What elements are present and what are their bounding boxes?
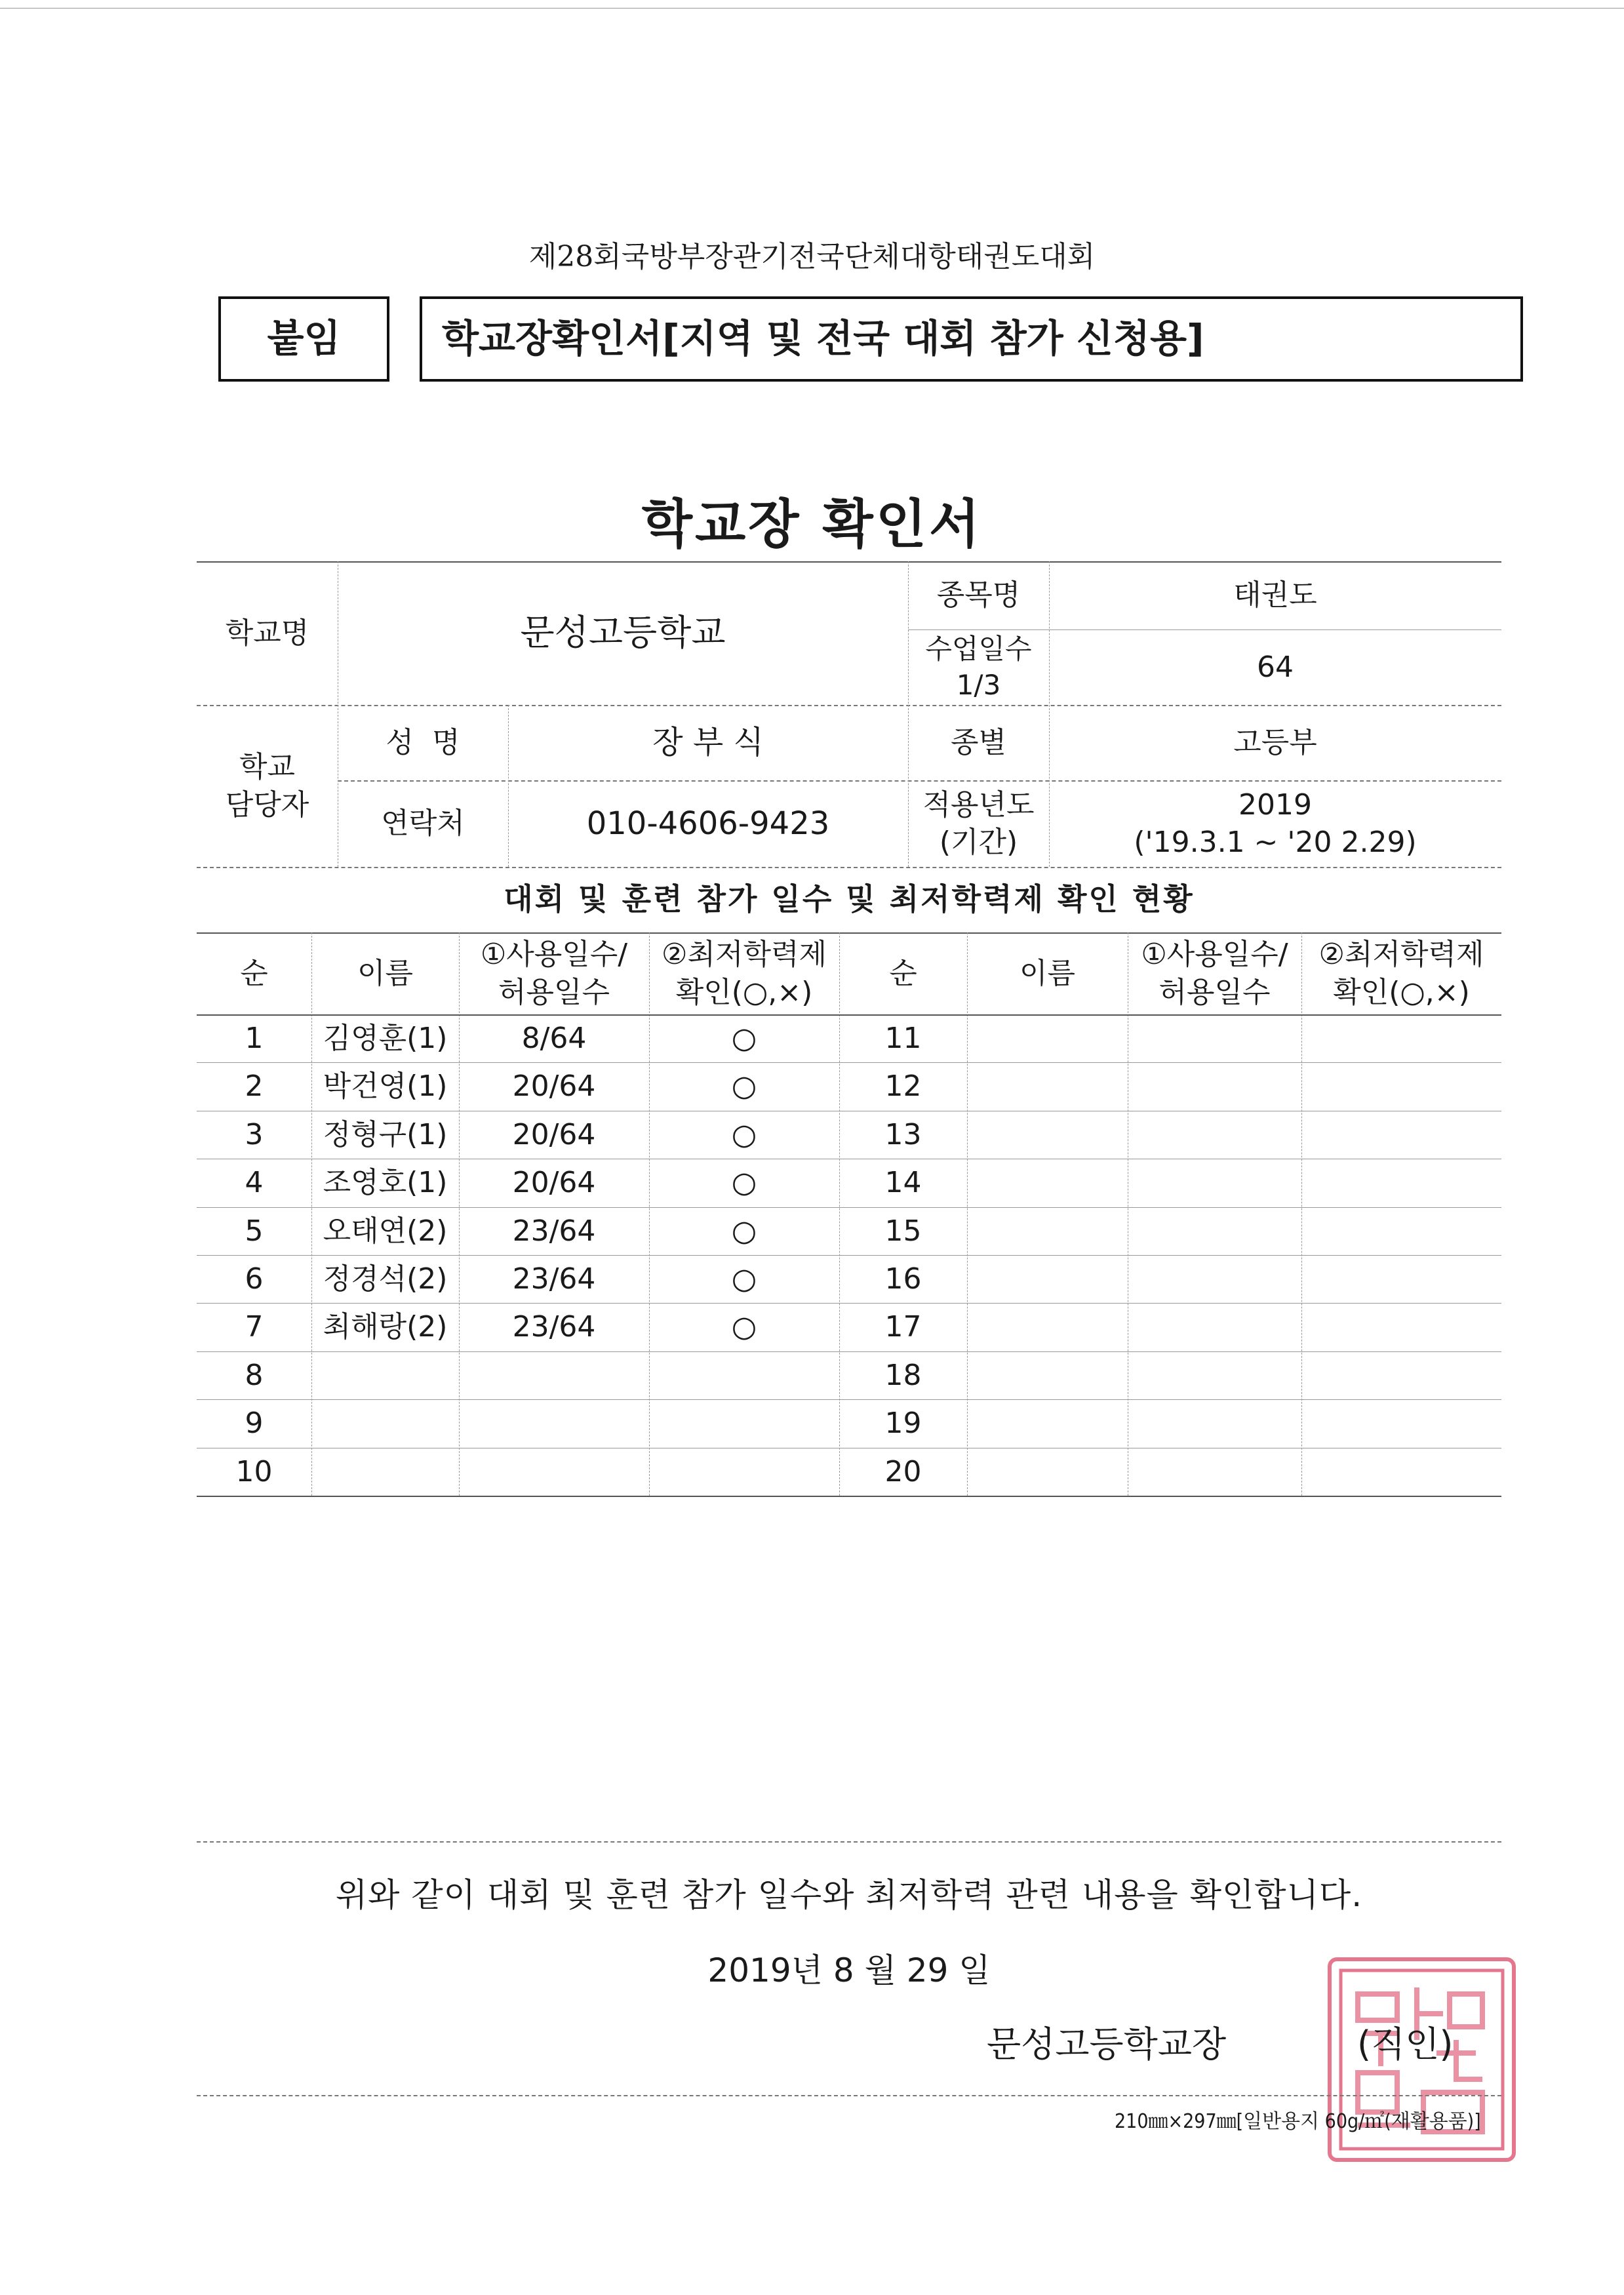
- row-no: 5: [245, 1214, 264, 1248]
- year-value-line2: ('19.3.1 ~ '20 2.29): [1134, 826, 1417, 859]
- seal-label: (직인): [1357, 2024, 1454, 2065]
- row-check: ○: [731, 1166, 757, 1200]
- staff-label-line1: 학교: [239, 750, 295, 784]
- row-name: 정경석(2): [323, 1262, 448, 1296]
- contact-value: 010-4606-9423: [586, 805, 830, 842]
- row-days: 20/64: [512, 1069, 596, 1104]
- row-no: 4: [245, 1166, 264, 1200]
- row-days: 23/64: [512, 1262, 596, 1296]
- row-no: 15: [884, 1214, 922, 1248]
- row-check: ○: [731, 1262, 757, 1296]
- row-no: 17: [884, 1310, 922, 1344]
- row-no: 6: [245, 1262, 264, 1296]
- footer-divider: [197, 2095, 1501, 2096]
- header-no-right: 순: [889, 956, 917, 990]
- header-days-line1: ①사용일수/: [1141, 938, 1288, 972]
- row-check: ○: [731, 1022, 757, 1056]
- row-no: 14: [884, 1166, 922, 1200]
- row-name: 박건영(1): [323, 1069, 448, 1104]
- header-days-line2: 허용일수: [498, 975, 610, 1009]
- row-name: [311, 1448, 459, 1496]
- year-value-line1: 2019: [1238, 788, 1312, 822]
- section-title: 대회 및 훈련 참가 일수 및 최저학력제 확인 현황: [504, 881, 1195, 917]
- table-vline: [967, 932, 968, 1496]
- row-name: [311, 1351, 459, 1399]
- class-days-label-line2: 1/3: [956, 668, 1001, 701]
- year-label-line2: (기간): [939, 826, 1018, 859]
- row-no: 10: [235, 1454, 273, 1488]
- row-no: 11: [884, 1022, 922, 1056]
- row-days: [459, 1399, 649, 1447]
- row-days: [459, 1448, 649, 1496]
- school-label: 학교명: [225, 616, 309, 650]
- row-check: ○: [731, 1310, 757, 1344]
- header-days-line1: ①사용일수/: [480, 938, 628, 972]
- contact-label: 연락처: [381, 807, 465, 841]
- doc-title: 학교장 확인서: [641, 494, 983, 555]
- row-days: [459, 1351, 649, 1399]
- row-no: 18: [884, 1358, 922, 1392]
- row-no: 20: [884, 1454, 922, 1488]
- table-row-line: [197, 1496, 1501, 1497]
- sport-label: 종목명: [936, 578, 1021, 612]
- row-no: 8: [245, 1358, 264, 1392]
- header-check-left: [649, 932, 839, 1014]
- header-no-left: 순: [240, 956, 268, 990]
- row-name: [311, 1399, 459, 1447]
- table-vline: [1301, 932, 1302, 1496]
- row-no: 13: [884, 1117, 922, 1151]
- header-days-line2: 허용일수: [1159, 975, 1271, 1009]
- row-no: 1: [245, 1022, 264, 1056]
- row-no: 9: [245, 1407, 264, 1441]
- row-days: 20/64: [512, 1166, 596, 1200]
- year-label-line1: 적용년도: [922, 788, 1035, 822]
- principal-text: 문성고등학교장: [987, 2024, 1227, 2065]
- row-days: 23/64: [512, 1214, 596, 1248]
- row-no: 2: [245, 1069, 264, 1104]
- row-check: ○: [731, 1214, 757, 1248]
- row-no: 3: [245, 1117, 264, 1151]
- class-days-value: 64: [1257, 650, 1294, 684]
- header-days-left: [459, 932, 649, 1014]
- header-days-right: [1128, 932, 1301, 1014]
- attachment-title: 학교장확인서[지역 및 전국 대회 참가 신청용]: [442, 316, 1204, 361]
- header-name-left: 이름: [357, 956, 413, 990]
- row-name: 오태연(2): [323, 1214, 448, 1248]
- name-value: 장 부 식: [652, 724, 764, 761]
- school-name: 문성고등학교: [520, 612, 726, 654]
- division-value: 고등부: [1233, 725, 1317, 759]
- row-no: 7: [245, 1310, 264, 1344]
- header-check-line1: ②최저학력제: [1318, 938, 1484, 972]
- row-no: 16: [884, 1262, 922, 1296]
- row-name: 최해랑(2): [323, 1310, 448, 1344]
- header-check-line1: ②최저학력제: [662, 938, 827, 972]
- bottom-divider: [197, 1841, 1501, 1843]
- row-days: 23/64: [512, 1310, 596, 1344]
- row-days: 20/64: [512, 1117, 596, 1151]
- staff-label-line2: 담당자: [225, 788, 309, 822]
- date-text: 2019년 8 월 29 일: [707, 1951, 991, 1989]
- row-check: ○: [731, 1117, 757, 1151]
- header-check-line2: 확인(○,×): [1333, 975, 1470, 1009]
- row-check: [649, 1399, 839, 1447]
- row-no: 12: [884, 1069, 922, 1104]
- event-title: 제28회국방부장관기전국단체대항태권도대회: [528, 240, 1096, 273]
- row-name: 김영훈(1): [323, 1022, 448, 1056]
- name-label: 성 명: [386, 725, 460, 759]
- confirm-text: 위와 같이 대회 및 훈련 참가 일수와 최저학력 관련 내용을 확인합니다.: [335, 1876, 1363, 1914]
- attachment-label: 붙임: [267, 316, 341, 361]
- class-days-label-line1: 수업일수: [925, 632, 1032, 665]
- row-no: 19: [884, 1407, 922, 1441]
- row-name: 조영호(1): [323, 1166, 448, 1200]
- header-check-line2: 확인(○,×): [675, 975, 813, 1009]
- row-days: 8/64: [521, 1022, 587, 1056]
- row-check: [649, 1448, 839, 1496]
- row-check: ○: [731, 1069, 757, 1104]
- footer-note: 210㎜×297㎜[일반용지 60g/㎡(재활용품)]: [1115, 2110, 1481, 2133]
- header-name-right: 이름: [1019, 956, 1075, 990]
- sport-value: 태권도: [1233, 578, 1317, 612]
- division-label: 종별: [950, 725, 1006, 759]
- row-name: 정형구(1): [323, 1117, 448, 1151]
- row-check: [649, 1351, 839, 1399]
- header-check-right: [1301, 932, 1501, 1014]
